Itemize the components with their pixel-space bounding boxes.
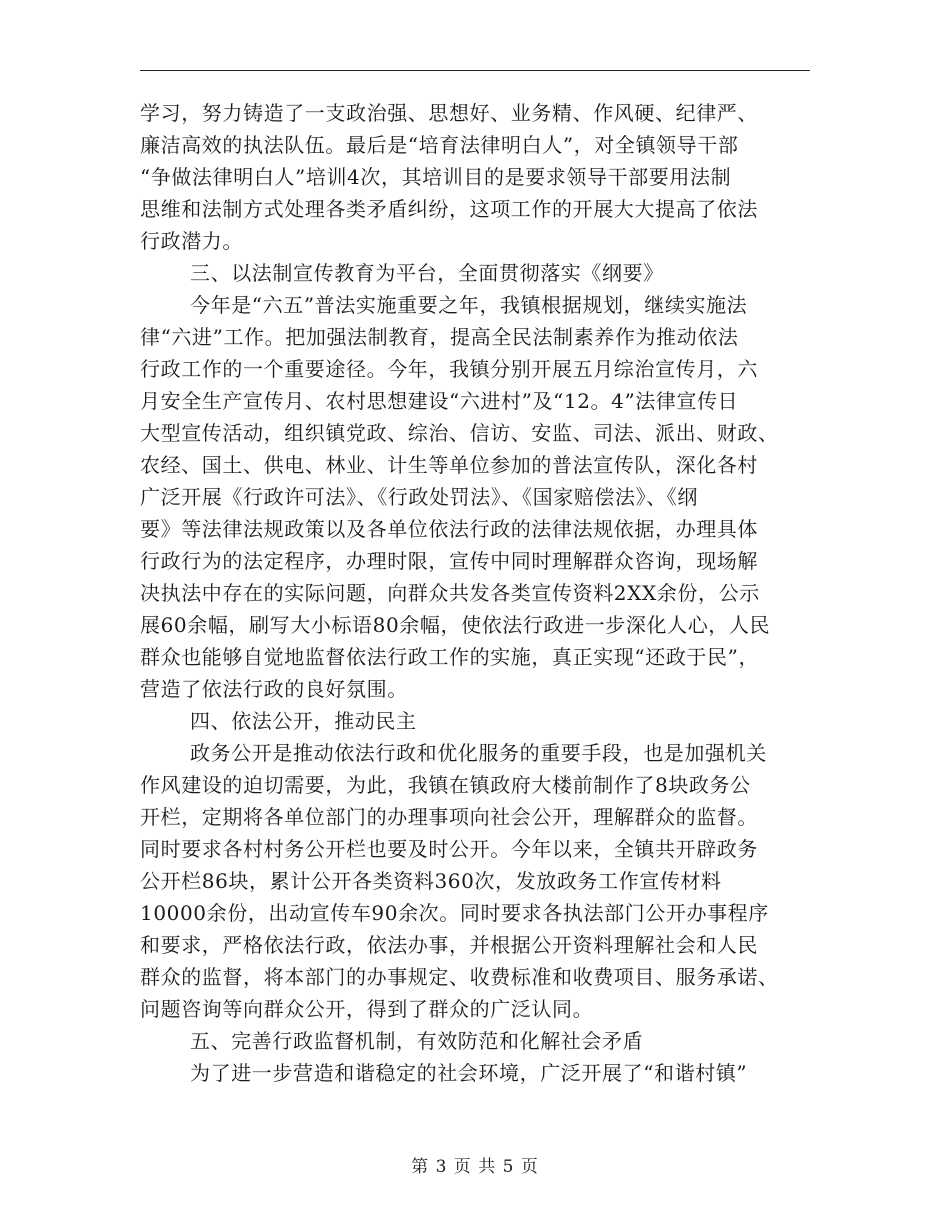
page-footer: 第 3 页 共 5 页 (411, 1157, 539, 1177)
text-line: 群众也能够自觉地监督依法行政工作的实施，真正实现“还政于民”， (140, 645, 760, 669)
text-line: 问题咨询等向群众公开，得到了群众的广泛认同。 (140, 997, 594, 1021)
document-body (140, 97, 812, 1089)
text-line: 同时要求各村村务公开栏也要及时公开。今年以来，全镇共开辟政务 (140, 837, 758, 861)
text-line: 广泛开展《行政许可法》、《行政处罚法》、《国家赔偿法》、《纲 (140, 485, 698, 509)
text-line: 农经、国土、供电、林业、计生等单位参加的普法宣传队，深化各村 (140, 453, 758, 477)
text-line: 五、完善行政监督机制，有效防范和化解社会矛盾 (190, 1029, 644, 1053)
text-line: 作风建设的迫切需要，为此，我镇在镇政府大楼前制作了8块政务公 (140, 773, 751, 797)
text-line: 展60余幅，刷写大小标语80余幅，使依法行政进一步深化人心，人民 (140, 613, 771, 637)
text-line: 三、以法制宣传教育为平台，全面贯彻落实《纲要》 (190, 261, 664, 285)
header-rule (140, 70, 810, 71)
text-line: “争做法律明白人”培训4次，其培训目的是要求领导干部要用法制 (140, 165, 732, 189)
text-line: 营造了依法行政的良好氛围。 (140, 677, 408, 701)
text-line: 和要求，严格依法行政，依法办事，并根据公开资料理解社会和人民 (140, 933, 758, 957)
text-line: 行政潜力。 (140, 229, 243, 253)
text-line: 10000余份，出动宣传车90余次。同时要求各执法部门公开办事程序 (140, 901, 769, 925)
text-line: 群众的监督，将本部门的办事规定、收费标准和收费项目、服务承诺、 (140, 965, 779, 989)
text-line: 四、依法公开，推动民主 (190, 709, 417, 733)
text-line: 律“六进”工作。把加强法制教育，提高全民法制素养作为推动依法 (140, 325, 739, 349)
text-line: 月安全生产宣传月、农村思想建设“六进村”及“12。4”法律宣传日 (140, 389, 739, 413)
text-line: 开栏，定期将各单位部门的办理事项向社会公开，理解群众的监督。 (140, 805, 758, 829)
text-line: 今年是“六五”普法实施重要之年，我镇根据规划，继续实施法 (190, 293, 748, 317)
text-line: 要》等法律法规政策以及各单位依法行政的法律法规依据，办理具体 (140, 517, 758, 541)
text-line: 行政工作的一个重要途径。今年，我镇分别开展五月综治宣传月，六 (140, 357, 758, 381)
text-line: 廉洁高效的执法队伍。最后是“培育法律明白人”，对全镇领导干部 (140, 133, 739, 157)
text-line: 行政行为的法定程序，办理时限，宣传中同时理解群众咨询，现场解 (140, 549, 758, 573)
text-line: 政务公开是推动依法行政和优化服务的重要手段，也是加强机关 (190, 741, 767, 765)
text-line: 为了进一步营造和谐稳定的社会环境，广泛开展了“和谐村镇” (190, 1061, 748, 1085)
text-line: 决执法中存在的实际问题，向群众共发各类宣传资料2XX余份，公示 (140, 581, 760, 605)
text-line: 学习，努力铸造了一支政治强、思想好、业务精、作风硬、纪律严、 (140, 101, 758, 125)
text-line: 大型宣传活动，组织镇党政、综治、信访、安监、司法、派出、财政、 (140, 421, 779, 445)
text-line: 思维和法制方式处理各类矛盾纠纷，这项工作的开展大大提高了依法 (140, 197, 758, 221)
text-line: 公开栏86块，累计公开各类资料360次，发放政务工作宣传材料 (140, 869, 722, 893)
